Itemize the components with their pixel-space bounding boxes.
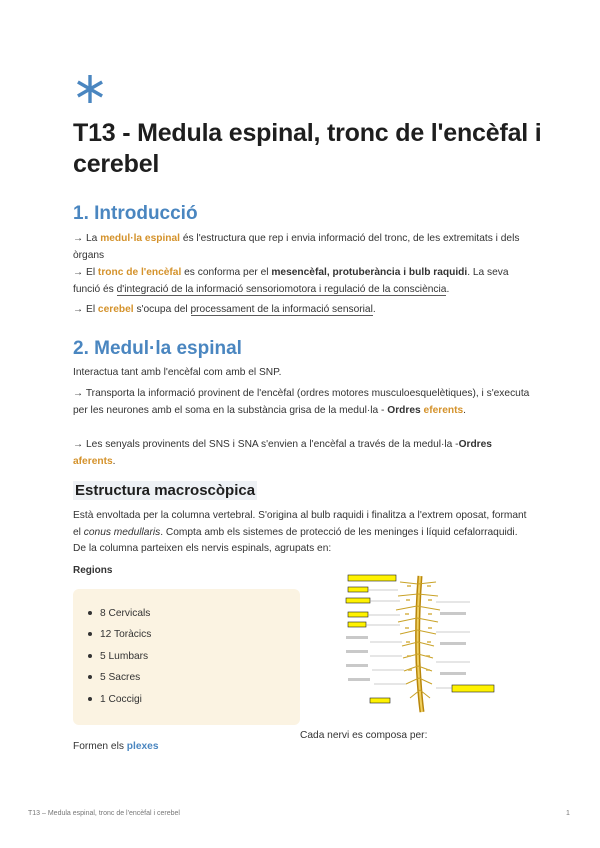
spinal-cord-diagram	[340, 572, 495, 715]
page-title: T13 - Medula espinal, tronc de l'encèfal i cerebel	[73, 119, 542, 178]
section-heading-introduccio: 1. Introducció	[73, 203, 198, 224]
medulla-paragraph-afferent: → Les senyals provinents del SNS i SNA s'envien a l'encèfal a través de la medul·la -Ordres aferents.	[73, 439, 492, 467]
section-heading-medulla: 2. Medul·la espinal	[73, 338, 242, 359]
regions-list	[73, 589, 300, 710]
list-item: 8 Cervicals	[100, 603, 300, 624]
list-item: 5 Sacres	[100, 667, 300, 688]
medulla-intro: Interactua tant amb l'encèfal com amb el SNP.	[73, 367, 282, 378]
asterisk-icon	[73, 72, 107, 106]
list-item: 12 Toràcics	[100, 624, 300, 645]
regions-label: Regions	[73, 565, 113, 576]
intro-paragraph-1: → La medul·la espinal és l'estructura que rep i envia informació del tronc, de les extremitats i dels òrgans	[73, 233, 520, 261]
estructura-paragraph: Està envoltada per la columna vertebral. S'origina al bulb raquidi i finalitza a l'extrem oposat, formant el conus medullaris. Compta amb els sistemes de protecció de les meninges i líquid cefalorraquidi. De la columna parteixen els nervis espinals, agrupats en:	[73, 510, 527, 554]
intro-paragraph-2: → El tronc de l'encèfal es conforma per el mesencèfal, protuberància i bulb raquidi. La seva funció és d'integració de la informació sensoriomotora i regulació de la consciència.	[73, 267, 509, 295]
list-item: 5 Lumbars	[100, 646, 300, 667]
regions-callout	[73, 589, 300, 725]
page-footer: T13 – Medula espinal, tronc de l'encèfal i cerebel	[28, 810, 180, 817]
intro-paragraph-3: → El cerebel s'ocupa del processament de la informació sensorial.	[73, 304, 376, 315]
figure-caption: Cada nervi es composa per:	[300, 730, 428, 741]
subheading-estructura: Estructura macroscòpica	[75, 482, 256, 499]
plexes-line: Formen els plexes	[73, 741, 159, 752]
page-number: 1	[566, 810, 570, 817]
list-item: 1 Coccigi	[100, 689, 300, 710]
medulla-paragraph-efferent: → Transporta la informació provinent de l'encèfal (ordres motores musculoesquelètiques), i s'executa per les neurones amb el soma en la substància grisa de la medul·la - Ordres eferents.	[73, 388, 530, 416]
